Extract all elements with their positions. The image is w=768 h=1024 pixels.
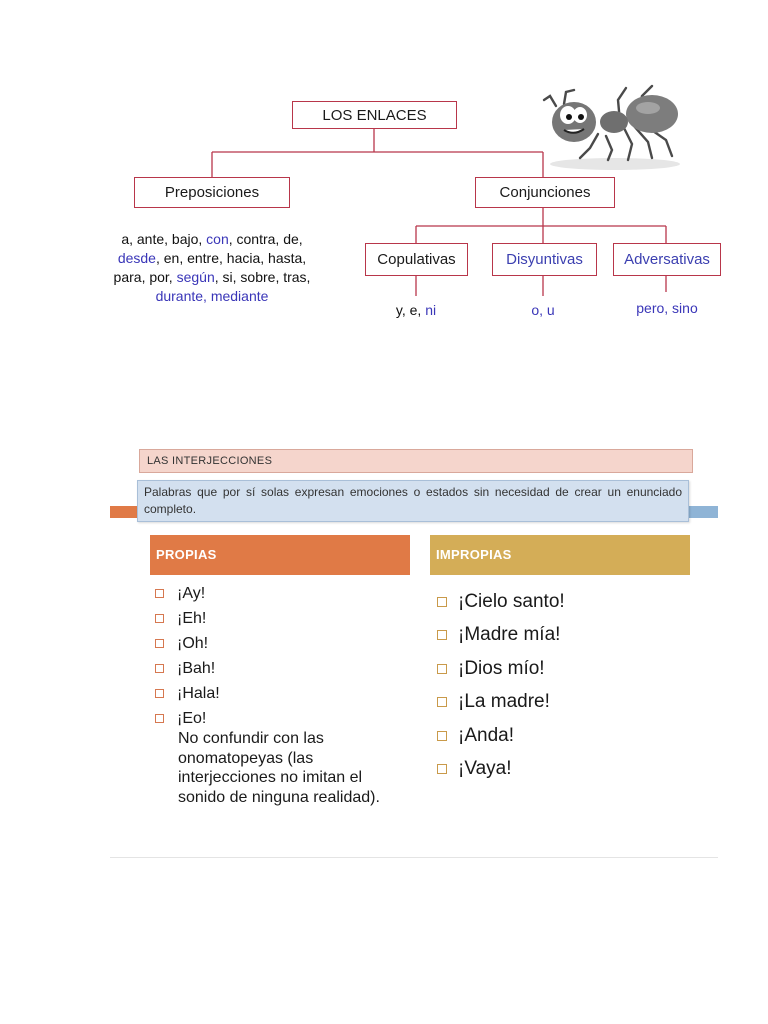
preposiciones-word: con [206, 231, 229, 247]
interjecciones-definition: Palabras que por sí solas expresan emociones o estados sin necesidad de crear un enunciado completo. [137, 480, 689, 522]
node-disyuntivas: Disyuntivas [492, 243, 597, 276]
list-item [155, 581, 220, 606]
ant-illustration [540, 82, 690, 172]
bullet-square-icon [437, 697, 447, 707]
node-conjunciones: Conjunciones [475, 177, 615, 208]
node-los-enlaces: LOS ENLACES [292, 101, 457, 129]
list-item-label: ¡Bah! [177, 659, 216, 677]
list-item-label: ¡Dios mío! [458, 657, 545, 679]
bullet-square-icon [155, 689, 164, 698]
bullet-square-icon [437, 764, 447, 774]
preposiciones-word: según [176, 269, 215, 285]
interjecciones-title: LAS INTERJECCIONES [139, 449, 693, 473]
bullet-square-icon [155, 714, 164, 723]
node-copulativas: Copulativas [365, 243, 468, 276]
list-item-label: ¡Madre mía! [458, 624, 561, 646]
bullet-square-icon [155, 589, 164, 598]
bullet-square-icon [437, 630, 447, 640]
list-item [155, 681, 220, 706]
list-item [437, 619, 565, 653]
list-item [437, 719, 565, 753]
node-adversativas: Adversativas [613, 243, 721, 276]
copulativas-examples-black: y, e, [395, 302, 426, 318]
list-item [155, 706, 220, 731]
copulativas-examples-blue: ni [425, 302, 437, 318]
list-item-label: ¡La madre! [458, 691, 550, 713]
preposiciones-word: durante, mediante [155, 288, 269, 304]
preposiciones-line [108, 230, 316, 249]
list-item-label: ¡Hala! [177, 684, 220, 702]
bullet-square-icon [155, 614, 164, 623]
impropias-list [437, 585, 565, 786]
list-item-label: ¡Anda! [458, 724, 514, 746]
node-preposiciones: Preposiciones [134, 177, 290, 208]
list-item-label: ¡Eh! [177, 609, 207, 627]
impropias-heading: IMPROPIAS [430, 535, 690, 575]
page-divider [110, 857, 718, 858]
propias-note: No confundir con las onomatopeyas (las interjecciones no imitan el sonido de ninguna realidad). [178, 730, 380, 806]
list-item [155, 656, 220, 681]
bullet-square-icon [155, 639, 164, 648]
propias-heading: PROPIAS [150, 535, 410, 575]
list-item [437, 686, 565, 720]
bullet-square-icon [437, 664, 447, 674]
list-item [437, 753, 565, 787]
preposiciones-word: , en, entre, hacia, hasta, [155, 250, 307, 266]
adversativas-examples: pero, sino [636, 300, 698, 316]
preposiciones-list [108, 230, 316, 306]
list-item [437, 652, 565, 686]
list-item-label: ¡Vaya! [458, 758, 512, 780]
preposiciones-word: , si, sobre, tras, [214, 269, 311, 285]
bullet-square-icon [437, 731, 447, 741]
list-item-label: ¡Eo! [177, 709, 207, 727]
bullet-square-icon [437, 597, 447, 607]
list-item-label: ¡Ay! [177, 584, 206, 602]
bullet-square-icon [155, 664, 164, 673]
preposiciones-line [108, 287, 316, 306]
preposiciones-line [108, 268, 316, 287]
preposiciones-word: a, ante, bajo, [121, 231, 207, 247]
list-item [155, 606, 220, 631]
preposiciones-line [108, 249, 316, 268]
copulativas-examples [376, 301, 456, 320]
list-item [437, 585, 565, 619]
propias-list [155, 581, 220, 731]
preposiciones-word: , contra, de, [228, 231, 303, 247]
list-item [155, 631, 220, 656]
preposiciones-word: para, por, [113, 269, 177, 285]
list-item-label: ¡Oh! [177, 634, 209, 652]
disyuntivas-examples: o, u [531, 302, 555, 318]
preposiciones-word: desde [117, 250, 156, 266]
list-item-label: ¡Cielo santo! [458, 590, 565, 612]
